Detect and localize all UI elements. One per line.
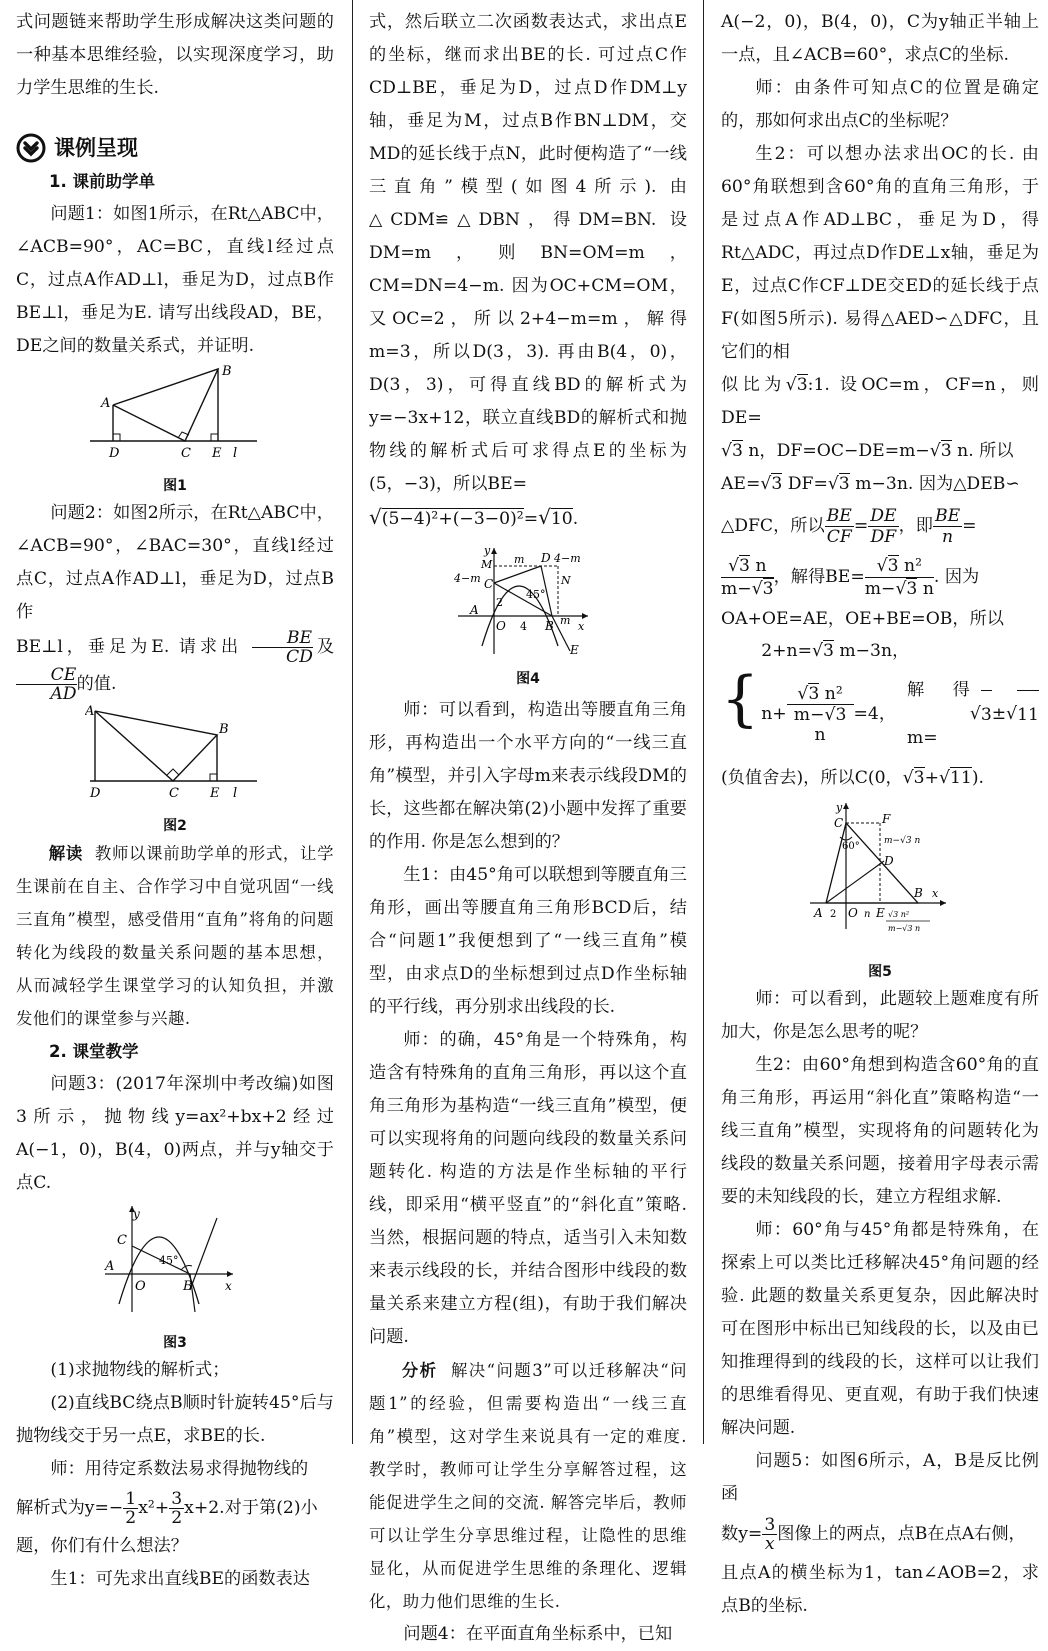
fig5-label: B [914,886,923,900]
fig1-label: A [101,396,111,411]
fig5-label: √3 n² [888,910,910,919]
system-brace: { [721,664,760,734]
fig4-label: A [470,603,479,617]
fig3-label: C [117,1233,127,1248]
column-rule [352,0,353,1444]
figure-1 [16,363,334,497]
fig3-label: x [225,1279,232,1293]
teacher-line-6: 师：60°角与45°角都是特殊角，在探索上可以类比迁移解决45°角问题的经验. 此题的数量关系更复杂，因此解决时可在图形中标出已知线段的长，以及由已知推理得到的线段的长，这样可以让我们的思维看得见、更直观，有助于我们快速解决问题. [721,1220,1039,1438]
reading-label: 解读 [48,844,83,863]
problem-2-text: 问题2：如图2所示，在Rt△ABC中，∠ACB=90°，∠BAC=30°，直线l经过点C，过点A作AD⊥l，垂足为D，过点B作 [16,503,334,622]
fig1-label: E [212,446,222,461]
column-rule [703,0,704,1444]
fig4-label: 4 [520,620,527,633]
fig2-label: l [233,786,238,801]
fig3-label: O [135,1279,146,1294]
figure-5 [721,799,1039,983]
reading-text: 教师以课前助学单的形式，让学生课前在自主、合作学习中自觉巩固“一线三直角”模型，感受借用“直角”将角的问题转化为线段的数量关系问题的基本思想，从而减轻学生课堂学习的认知负担，并激发他们的课堂参与兴趣. [16,844,335,1028]
teacher-line-5: 师：可以看到，此题较上题难度有所加大，你是怎么思考的呢？ [721,989,1039,1042]
equation-system [721,636,1039,762]
figure-1-caption: 图1 [163,478,187,494]
figure-4-caption: 图4 [516,671,540,687]
fig4-label: N [561,574,571,587]
figure-1-diagram [85,363,265,463]
fig4-label: D [541,551,551,565]
fraction: $\frac{3}{x}$ [764,1515,776,1554]
figure-3-diagram [95,1200,255,1320]
fraction: $\frac{1}{2}$ [125,1489,137,1528]
section-heading [16,131,334,165]
fig1-label: C [181,446,191,461]
problem-3-part-2: (2)直线BC绕点B顺时针旋转45°后与抛物线交于另一点E，求BE的长. [16,1393,334,1446]
fig1-label: B [222,364,232,379]
fig1-label: D [109,446,120,461]
problem-5-formula: 数y= $\frac{3}{x}$ 图像上的两点，点B在点A右侧， [721,1515,1026,1554]
formula-text: 解析式为y=− [16,1498,124,1518]
problem-2-text: BE⊥l，垂足为E. 请求出 [16,637,243,657]
fig3-label: B [183,1279,193,1294]
teacher-line-4: 师：由条件可知点C的位置是确定的，那如何求出点C的坐标呢？ [721,78,1039,131]
fraction: $\frac{3}{2}$ [171,1489,183,1528]
fig4-label: y [484,546,491,557]
problem-4-cont: A(−2，0)，B(4，0)，C为y轴正半轴上一点，且∠ACB=60°，求点C的坐标. [721,12,1039,65]
subsection-title: 2. 课堂教学 [49,1042,139,1061]
intro-paragraph: 式问题链来帮助学生形成解决这类问题的一种基本思维经验，以实现深度学习，助力学生思维的生长. [16,12,334,98]
fig5-label: F [882,812,891,826]
problem-5: 问题5：如图6所示，A，B是反比例函 [721,1451,1039,1504]
teacher-line-3: 师：的确，45°角是一个特殊角，构造含有特殊角的直角三角形，再以这个直角三角形为基构造“一线三直角”模型，便可以实现将角的问题向线段的数量关系问题转化. 构造的方法是作坐标轴的平行线，即采用“横平竖直”的“斜化直”策略. 当然，根据问题的特点，适当引入未知数来表示线段的长，并结合图形中线段的数量关系来建立方程(组)，有助于我们解决问题. [369,1030,687,1347]
fig5-label: D [884,854,894,868]
fig4-label: m [514,553,525,566]
fig4-label: 45° [526,588,546,601]
fraction: $\frac{√3 n}{m-√3}$ [721,556,774,599]
problem-3: 问题3：(2017年深圳中考改编)如图3所示，抛物线y=ax²+bx+2经过A(−1，0)，B(4，0)两点，并与y轴交于点C. [16,1074,334,1193]
analysis-text: 解决“问题3”可以迁移解决“问题1”的经验，但需要构造出“一线三直角”模型，这对学生来说具有一定的难度. 教学时，教师可让学生分享解答过程，这能促进学生之间的交流. 解答完毕后，教师可以让学生分享思维过程，让隐性的思维显化，从而促进学生思维的条理化、逻辑化，助力他们思维的生长. [369,1361,688,1611]
fraction: $\frac{DE}{DF}$ [870,506,897,547]
figure-2-caption: 图2 [163,818,187,834]
fig5-label: y [836,801,843,814]
fig4-label: E [570,643,579,656]
student-line-3-df: √3 n，DF=OC−DE=m−√3 n. 所以 [721,441,1014,461]
problem-1: 问题1：如图1所示，在Rt△ABC中，∠ACB=90°，AC=BC，直线l经过点C，过点A作AD⊥l，垂足为D，过点B作BE⊥l，垂足为E. 请写出线段AD，BE，DE之间的数量关系式，并证明. [16,204,334,356]
figure-5-caption: 图5 [868,964,892,980]
equation-1: 2+n=√3 m−3n， [761,641,910,661]
student-line-4: 生2：由60°角想到构造含60°角的直角三角形，再运用“斜化直”策略构造“一线三直角”模型，实现将角的问题转化为线段的数量关系问题，接着用字母表示需要的未知线段的长，建立方程组求解. [721,1055,1039,1207]
fig4-label: 4−m [454,572,481,585]
figure-2-diagram [85,703,265,803]
figure-3-caption: 图3 [163,1335,187,1351]
student-line-3-be: $\frac{√3 n}{m-√3}$ ，解得BE= $\frac{\text{√3 n²}}{m-√3 n}$ . 因为 [721,556,980,599]
column-1 [16,6,334,1596]
fig3-label: A [105,1259,115,1274]
reading-note [16,837,334,1035]
fig2-label: A [85,704,95,719]
problem-5-cont: 且点A的横坐标为1，tan∠AOB=2，求点B的坐标. [721,1563,1039,1616]
figure-4-diagram [448,546,608,656]
fig5-label: 60° [842,841,860,852]
fraction: $\frac{BE}{CD}$ [252,629,313,666]
fig5-label: A [814,906,823,920]
fig4-label: x [578,620,585,633]
fig3-label: y [133,1207,140,1221]
teacher-line-1-end: 题，你们有什么想法？ [16,1536,188,1556]
analysis-label: 分析 [401,1361,438,1380]
fig3-label: 45° [159,1254,179,1267]
fraction: $\frac{BE}{n}$ [934,506,961,547]
fig5-label: n [864,909,871,920]
section-title: 课例呈现 [54,135,138,160]
figure-4 [369,546,687,690]
fig4-label: O [496,619,506,633]
problem-2: 问题2：如图2所示，在Rt△ABC中，∠ACB=90°，∠BAC=30°，直线l经过点C，过点A作AD⊥l，垂足为D，过点B作 BE⊥l，垂足为E. 请求出 $\frac{BE}{CD}$ 及 $\frac{CE}{AD}$ 的值. [16,503,335,704]
figure-2 [16,703,334,837]
problem-3-part-1: (1)求抛物线的解析式； [50,1360,230,1380]
student-line-1-cont: 式，然后联立二次函数表达式，求出点E的坐标，继而求出BE的长. 可过点C作CD⊥BE，垂足为D，过点D作DM⊥y轴，垂足为M，过点B作BN⊥DM，交MD的延长线于点N，此时便构造了“一线三直角”模型(如图4所示). 由△CDM≌△DBN，得DM=BN. 设DM=m，则BN=OM=m，CM=DN=4−m. 因为OC+CM=OM，又OC=2，所以2+4−m=m，解得m=3，所以D(3，3). 再由B(4，0)，D(3，3)，可得直线BD的解析式为y=−3x+12，联立直线BD的解析式和抛物线的解析式后可求得点E的坐标为(5，−3)，所以BE= [369,12,687,494]
fig4-label: 2 [496,596,503,609]
equation-2: n+ $\frac{\text{√3 n²}}{m-√3 n}$ =4， 解得m= √ 3 ± √ 11 [761,680,1039,748]
teacher-line-1: 师：用待定系数法易求得抛物线的 [50,1459,309,1479]
student-line-3-final: (负值舍去)，所以C(0，√3+√11). [721,768,985,788]
teacher-line-1-formula: 解析式为y=− $\frac{1}{2}$ x²+ $\frac{3}{2}$ x+2.对于第(2)小 [16,1489,318,1528]
student-line-1: 生1：可先求出直线BE的函数表达 [50,1569,310,1589]
student-line-3: 生2：可以想办法求出OC的长. 由60°角联想到含60°角的直角三角形，于是过点A作AD⊥BC，垂足为D，得Rt△ADC，再过点D作DE⊥x轴，垂足为E，过点C作CF⊥DE交ED的延长线于点F(如图5所示). 易得△AED∽△DFC，且它们的相 [721,144,1039,362]
fig2-label: C [169,786,179,801]
fraction: $\frac{\text{√3 n²}}{m-√3 n}$ [787,684,854,745]
column-2 [369,6,687,1651]
fig5-label: m−√3 n [884,836,921,846]
fig5-label: C [834,816,844,830]
analysis-note [369,1354,687,1618]
fig4-label: C [484,577,494,591]
fig4-label: M [481,558,493,571]
fig2-label: E [210,786,220,801]
teacher-line-2: 师：可以看到，构造出等腰直角三角形，再构造出一个水平方向的“一线三直角”模型，并引入字母m来表示线段DM的长，这些都在解决第(2)小题中发挥了重要的作用. 你是怎么想到的？ [369,700,687,852]
fraction: $\frac{BE}{CF}$ [826,506,852,547]
fig4-label: m [560,614,571,627]
fig2-label: D [90,786,101,801]
fig5-label: E [876,906,885,920]
fraction: $\frac{CE}{AD}$ [16,666,77,703]
student-line-3-sum: OA+OE=AE，OE+BE=OB，所以 [721,609,1004,629]
student-line-2: 生1：由45°角可以联想到等腰直角三角形，画出等腰直角三角形BCD后，结合“问题1”我便想到了“一线三直角”模型，由求点D的坐标想到过点D作坐标轴的平行线，再分别求出线段的长. [369,865,687,1017]
fig1-label: l [233,446,238,461]
column-3 [721,6,1039,1623]
section-arrow-icon [16,133,46,163]
fig5-label: m−√3 n [888,924,921,933]
figure-5-diagram [800,799,960,949]
student-line-1-result: √(5−4)²+(−3−0)²=√10. [369,505,579,529]
student-line-3-ratio: 似比为√3:1. 设OC=m，CF=n，则DE= [721,375,1039,428]
problem-4: 问题4：在平面直角坐标系中，已知 [403,1624,673,1644]
student-line-3-ratio-eq: △DFC，所以 $\frac{BE}{CF}$ = $\frac{DE}{DF}$ ，即 $\frac{BE}{n}$ = [721,506,977,547]
fig2-label: B [219,722,229,737]
figure-3 [16,1200,334,1354]
fig5-label: O [848,906,858,920]
fig5-label: x [932,887,939,900]
fig4-label: 4−m [554,552,581,565]
fig4-label: B [545,619,554,633]
student-line-3-ae: AE=√3 DF=√3 m−3n. 因为△DEB∽ [721,474,1020,494]
fraction: $\frac{\text{√3 n²}}{m-√3 n}$ [864,556,934,599]
subsection-title: 1. 课前助学单 [49,172,155,191]
fig5-label: 2 [830,909,837,920]
